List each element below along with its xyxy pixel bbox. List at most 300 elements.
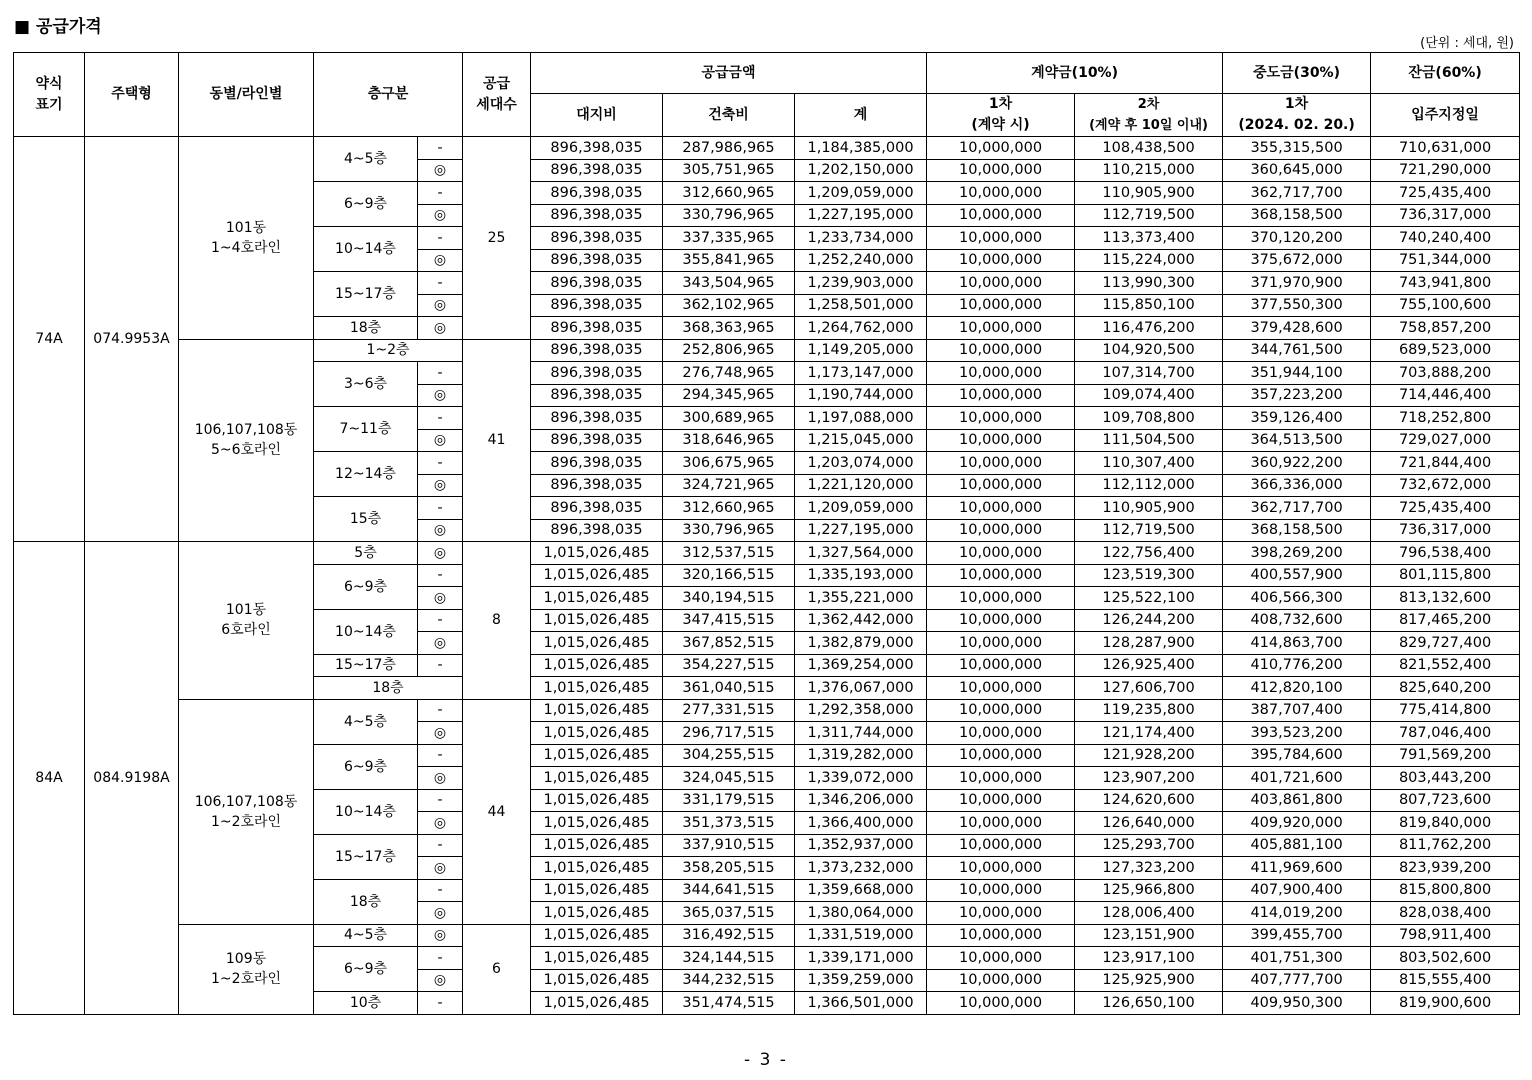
unit-mark-cell: - [418,947,463,970]
unit-mark-cell: ◎ [418,159,463,182]
floor-cell: 4~5층 [314,699,418,744]
building-cost-cell: 355,841,965 [663,249,795,272]
building-cost-cell: 312,660,965 [663,497,795,520]
floor-cell: 7~11층 [314,407,418,452]
total-cost-cell: 1,373,232,000 [795,857,927,880]
deposit-1-cell: 10,000,000 [927,204,1075,227]
building-cost-cell: 365,037,515 [663,902,795,925]
deposit-2-cell: 107,314,700 [1075,362,1223,385]
total-cost-cell: 1,311,744,000 [795,722,927,745]
interim-cell: 407,900,400 [1223,879,1371,902]
deposit-1-cell: 10,000,000 [927,452,1075,475]
interim-cell: 398,269,200 [1223,542,1371,565]
total-cost-cell: 1,327,564,000 [795,542,927,565]
deposit-2-cell: 123,907,200 [1075,767,1223,790]
land-cost-cell: 1,015,026,485 [531,564,663,587]
building-line-cell: 109동 1~2호라인 [179,924,314,1014]
table-body [14,137,1520,1015]
section-title: ■ 공급가격 [14,17,102,37]
header-building-line: 동별/라인별 [179,53,314,137]
interim-cell: 401,751,300 [1223,947,1371,970]
header-land: 대지비 [531,94,663,137]
header-deposit-2: 2차 (계약 후 10일 이내) [1075,94,1223,137]
total-cost-cell: 1,346,206,000 [795,789,927,812]
building-cost-cell: 331,179,515 [663,789,795,812]
land-cost-cell: 896,398,035 [531,407,663,430]
deposit-1-cell: 10,000,000 [927,159,1075,182]
deposit-2-cell: 126,244,200 [1075,609,1223,632]
total-cost-cell: 1,258,501,000 [795,294,927,317]
floor-cell: 10~14층 [314,789,418,834]
building-cost-cell: 316,492,515 [663,924,795,947]
land-cost-cell: 1,015,026,485 [531,542,663,565]
balance-cell: 775,414,800 [1371,699,1520,722]
building-cost-cell: 347,415,515 [663,609,795,632]
total-cost-cell: 1,366,400,000 [795,812,927,835]
deposit-2-cell: 113,373,400 [1075,227,1223,250]
land-cost-cell: 896,398,035 [531,294,663,317]
deposit-1-cell: 10,000,000 [927,879,1075,902]
interim-cell: 414,863,700 [1223,632,1371,655]
deposit-1-cell: 10,000,000 [927,632,1075,655]
unit-mark-cell: - [418,654,463,677]
deposit-1-cell: 10,000,000 [927,339,1075,362]
abbr-cell: 74A [14,137,85,542]
deposit-2-cell: 123,151,900 [1075,924,1223,947]
building-cost-cell: 277,331,515 [663,699,795,722]
balance-cell: 732,672,000 [1371,474,1520,497]
land-cost-cell: 1,015,026,485 [531,992,663,1015]
total-cost-cell: 1,202,150,000 [795,159,927,182]
interim-cell: 360,922,200 [1223,452,1371,475]
unit-mark-cell: - [418,992,463,1015]
deposit-1-cell: 10,000,000 [927,227,1075,250]
building-cost-cell: 296,717,515 [663,722,795,745]
deposit-1-cell: 10,000,000 [927,902,1075,925]
interim-cell: 408,732,600 [1223,609,1371,632]
floor-cell: 1~2층 [314,339,463,362]
supply-price-table [13,52,1520,1015]
total-cost-cell: 1,366,501,000 [795,992,927,1015]
interim-cell: 364,513,500 [1223,429,1371,452]
interim-cell: 344,761,500 [1223,339,1371,362]
housing-type-cell: 084.9198A [85,542,179,1015]
unit-mark-cell: ◎ [418,587,463,610]
building-line-cell: 101동 6호라인 [179,542,314,700]
deposit-2-cell: 127,323,200 [1075,857,1223,880]
unit-mark-cell: - [418,564,463,587]
balance-cell: 755,100,600 [1371,294,1520,317]
building-cost-cell: 305,751,965 [663,159,795,182]
deposit-2-cell: 121,928,200 [1075,744,1223,767]
balance-cell: 740,240,400 [1371,227,1520,250]
total-cost-cell: 1,355,221,000 [795,587,927,610]
land-cost-cell: 896,398,035 [531,137,663,160]
deposit-1-cell: 10,000,000 [927,722,1075,745]
table-row [14,699,1520,722]
interim-cell: 414,019,200 [1223,902,1371,925]
balance-cell: 736,317,000 [1371,204,1520,227]
header-interim: 중도금(30%) [1223,53,1371,94]
building-cost-cell: 330,796,965 [663,519,795,542]
deposit-2-cell: 121,174,400 [1075,722,1223,745]
deposit-2-cell: 126,640,000 [1075,812,1223,835]
deposit-1-cell: 10,000,000 [927,834,1075,857]
deposit-1-cell: 10,000,000 [927,992,1075,1015]
deposit-2-cell: 110,307,400 [1075,452,1223,475]
header-units: 공급 세대수 [463,53,531,137]
land-cost-cell: 896,398,035 [531,384,663,407]
balance-cell: 721,844,400 [1371,452,1520,475]
header-deposit-1: 1차 (계약 시) [927,94,1075,137]
deposit-1-cell: 10,000,000 [927,519,1075,542]
floor-cell: 6~9층 [314,947,418,992]
deposit-2-cell: 113,990,300 [1075,272,1223,295]
table-row [14,924,1520,947]
floor-cell: 10~14층 [314,227,418,272]
interim-cell: 368,158,500 [1223,519,1371,542]
land-cost-cell: 1,015,026,485 [531,902,663,925]
building-cost-cell: 362,102,965 [663,294,795,317]
unit-mark-cell: ◎ [418,632,463,655]
header-total: 계 [795,94,927,137]
balance-cell: 718,252,800 [1371,407,1520,430]
units-cell: 6 [463,924,531,1014]
land-cost-cell: 896,398,035 [531,317,663,340]
balance-cell: 811,762,200 [1371,834,1520,857]
total-cost-cell: 1,362,442,000 [795,609,927,632]
balance-cell: 710,631,000 [1371,137,1520,160]
deposit-2-cell: 115,850,100 [1075,294,1223,317]
total-cost-cell: 1,197,088,000 [795,407,927,430]
unit-mark-cell: - [418,182,463,205]
total-cost-cell: 1,209,059,000 [795,182,927,205]
building-cost-cell: 368,363,965 [663,317,795,340]
deposit-2-cell: 125,522,100 [1075,587,1223,610]
unit-mark-cell: ◎ [418,384,463,407]
land-cost-cell: 1,015,026,485 [531,744,663,767]
balance-cell: 821,552,400 [1371,654,1520,677]
building-cost-cell: 324,721,965 [663,474,795,497]
interim-cell: 410,776,200 [1223,654,1371,677]
total-cost-cell: 1,339,072,000 [795,767,927,790]
land-cost-cell: 896,398,035 [531,339,663,362]
total-cost-cell: 1,149,205,000 [795,339,927,362]
total-cost-cell: 1,339,171,000 [795,947,927,970]
land-cost-cell: 1,015,026,485 [531,857,663,880]
total-cost-cell: 1,264,762,000 [795,317,927,340]
deposit-2-cell: 122,756,400 [1075,542,1223,565]
units-cell: 44 [463,699,531,924]
building-cost-cell: 324,144,515 [663,947,795,970]
deposit-2-cell: 115,224,000 [1075,249,1223,272]
deposit-1-cell: 10,000,000 [927,699,1075,722]
balance-cell: 828,038,400 [1371,902,1520,925]
unit-mark-cell: ◎ [418,767,463,790]
land-cost-cell: 1,015,026,485 [531,632,663,655]
building-line-cell: 101동 1~4호라인 [179,137,314,340]
interim-cell: 409,920,000 [1223,812,1371,835]
total-cost-cell: 1,239,903,000 [795,272,927,295]
total-cost-cell: 1,227,195,000 [795,519,927,542]
unit-mark-cell: - [418,452,463,475]
balance-cell: 803,443,200 [1371,767,1520,790]
total-cost-cell: 1,184,385,000 [795,137,927,160]
total-cost-cell: 1,359,668,000 [795,879,927,902]
land-cost-cell: 1,015,026,485 [531,609,663,632]
land-cost-cell: 1,015,026,485 [531,654,663,677]
interim-cell: 355,315,500 [1223,137,1371,160]
deposit-2-cell: 126,650,100 [1075,992,1223,1015]
unit-mark-cell: ◎ [418,474,463,497]
balance-cell: 796,538,400 [1371,542,1520,565]
balance-cell: 736,317,000 [1371,519,1520,542]
total-cost-cell: 1,173,147,000 [795,362,927,385]
land-cost-cell: 1,015,026,485 [531,767,663,790]
abbr-cell: 84A [14,542,85,1015]
unit-mark-cell: ◎ [418,812,463,835]
header-floor: 층구분 [314,53,463,137]
table-row [14,542,1520,565]
deposit-2-cell: 112,719,500 [1075,204,1223,227]
deposit-2-cell: 128,006,400 [1075,902,1223,925]
interim-cell: 409,950,300 [1223,992,1371,1015]
deposit-1-cell: 10,000,000 [927,497,1075,520]
interim-cell: 387,707,400 [1223,699,1371,722]
unit-mark-cell: - [418,362,463,385]
interim-cell: 377,550,300 [1223,294,1371,317]
building-cost-cell: 320,166,515 [663,564,795,587]
units-cell: 8 [463,542,531,700]
floor-cell: 18층 [314,879,418,924]
balance-cell: 721,290,000 [1371,159,1520,182]
building-cost-cell: 287,986,965 [663,137,795,160]
total-cost-cell: 1,252,240,000 [795,249,927,272]
land-cost-cell: 1,015,026,485 [531,722,663,745]
interim-cell: 360,645,000 [1223,159,1371,182]
land-cost-cell: 896,398,035 [531,474,663,497]
building-cost-cell: 330,796,965 [663,204,795,227]
deposit-2-cell: 124,620,600 [1075,789,1223,812]
total-cost-cell: 1,335,193,000 [795,564,927,587]
deposit-1-cell: 10,000,000 [927,137,1075,160]
building-cost-cell: 351,373,515 [663,812,795,835]
balance-cell: 813,132,600 [1371,587,1520,610]
building-cost-cell: 312,537,515 [663,542,795,565]
total-cost-cell: 1,331,519,000 [795,924,927,947]
interim-cell: 362,717,700 [1223,182,1371,205]
total-cost-cell: 1,209,059,000 [795,497,927,520]
floor-cell: 6~9층 [314,182,418,227]
deposit-2-cell: 127,606,700 [1075,677,1223,700]
balance-cell: 787,046,400 [1371,722,1520,745]
interim-cell: 406,566,300 [1223,587,1371,610]
land-cost-cell: 896,398,035 [531,519,663,542]
units-cell: 25 [463,137,531,340]
header-interim-1: 1차 (2024. 02. 20.) [1223,94,1371,137]
floor-cell: 18층 [314,317,418,340]
balance-cell: 801,115,800 [1371,564,1520,587]
unit-mark-cell: - [418,497,463,520]
balance-cell: 689,523,000 [1371,339,1520,362]
deposit-2-cell: 109,708,800 [1075,407,1223,430]
land-cost-cell: 896,398,035 [531,362,663,385]
land-cost-cell: 1,015,026,485 [531,789,663,812]
deposit-1-cell: 10,000,000 [927,789,1075,812]
deposit-1-cell: 10,000,000 [927,924,1075,947]
total-cost-cell: 1,359,259,000 [795,969,927,992]
balance-cell: 803,502,600 [1371,947,1520,970]
land-cost-cell: 896,398,035 [531,159,663,182]
deposit-1-cell: 10,000,000 [927,429,1075,452]
table-row [14,339,1520,362]
deposit-1-cell: 10,000,000 [927,767,1075,790]
floor-cell: 15~17층 [314,654,418,677]
total-cost-cell: 1,190,744,000 [795,384,927,407]
deposit-1-cell: 10,000,000 [927,384,1075,407]
land-cost-cell: 896,398,035 [531,182,663,205]
total-cost-cell: 1,369,254,000 [795,654,927,677]
building-cost-cell: 361,040,515 [663,677,795,700]
floor-cell: 6~9층 [314,744,418,789]
building-cost-cell: 318,646,965 [663,429,795,452]
building-line-cell: 106,107,108동 1~2호라인 [179,699,314,924]
building-cost-cell: 252,806,965 [663,339,795,362]
unit-mark-cell: - [418,744,463,767]
balance-cell: 825,640,200 [1371,677,1520,700]
header-abbr: 약식 표기 [14,53,85,137]
housing-type-cell: 074.9953A [85,137,179,542]
floor-cell: 15~17층 [314,834,418,879]
deposit-1-cell: 10,000,000 [927,294,1075,317]
building-cost-cell: 358,205,515 [663,857,795,880]
deposit-2-cell: 110,905,900 [1075,497,1223,520]
deposit-1-cell: 10,000,000 [927,407,1075,430]
interim-cell: 400,557,900 [1223,564,1371,587]
floor-cell: 4~5층 [314,137,418,182]
floor-cell: 6~9층 [314,564,418,609]
deposit-2-cell: 110,905,900 [1075,182,1223,205]
deposit-1-cell: 10,000,000 [927,474,1075,497]
deposit-2-cell: 125,966,800 [1075,879,1223,902]
unit-mark-cell: - [418,227,463,250]
floor-cell: 10~14층 [314,609,418,654]
interim-cell: 412,820,100 [1223,677,1371,700]
unit-mark-cell: - [418,609,463,632]
interim-cell: 362,717,700 [1223,497,1371,520]
balance-cell: 791,569,200 [1371,744,1520,767]
building-cost-cell: 344,232,515 [663,969,795,992]
interim-cell: 375,672,000 [1223,249,1371,272]
deposit-1-cell: 10,000,000 [927,249,1075,272]
floor-cell: 12~14층 [314,452,418,497]
unit-mark-cell: ◎ [418,294,463,317]
interim-cell: 371,970,900 [1223,272,1371,295]
balance-cell: 815,800,800 [1371,879,1520,902]
land-cost-cell: 1,015,026,485 [531,677,663,700]
deposit-1-cell: 10,000,000 [927,947,1075,970]
unit-mark-cell: - [418,879,463,902]
unit-mark-cell: ◎ [418,902,463,925]
building-cost-cell: 337,910,515 [663,834,795,857]
unit-mark-cell: ◎ [418,857,463,880]
unit-mark-cell: - [418,834,463,857]
interim-cell: 351,944,100 [1223,362,1371,385]
deposit-1-cell: 10,000,000 [927,969,1075,992]
deposit-1-cell: 10,000,000 [927,587,1075,610]
balance-cell: 751,344,000 [1371,249,1520,272]
deposit-2-cell: 125,925,900 [1075,969,1223,992]
interim-cell: 379,428,600 [1223,317,1371,340]
unit-mark-cell: ◎ [418,969,463,992]
balance-cell: 823,939,200 [1371,857,1520,880]
interim-cell: 359,126,400 [1223,407,1371,430]
deposit-1-cell: 10,000,000 [927,744,1075,767]
interim-cell: 370,120,200 [1223,227,1371,250]
balance-cell: 729,027,000 [1371,429,1520,452]
deposit-2-cell: 119,235,800 [1075,699,1223,722]
interim-cell: 405,881,100 [1223,834,1371,857]
building-cost-cell: 351,474,515 [663,992,795,1015]
deposit-1-cell: 10,000,000 [927,609,1075,632]
header-deposit: 계약금(10%) [927,53,1223,94]
land-cost-cell: 1,015,026,485 [531,924,663,947]
land-cost-cell: 896,398,035 [531,497,663,520]
land-cost-cell: 896,398,035 [531,429,663,452]
unit-mark-cell: ◎ [418,519,463,542]
deposit-2-cell: 126,925,400 [1075,654,1223,677]
land-cost-cell: 1,015,026,485 [531,587,663,610]
total-cost-cell: 1,352,937,000 [795,834,927,857]
building-cost-cell: 312,660,965 [663,182,795,205]
interim-cell: 407,777,700 [1223,969,1371,992]
deposit-1-cell: 10,000,000 [927,182,1075,205]
land-cost-cell: 1,015,026,485 [531,699,663,722]
deposit-2-cell: 104,920,500 [1075,339,1223,362]
total-cost-cell: 1,319,282,000 [795,744,927,767]
interim-cell: 411,969,600 [1223,857,1371,880]
deposit-1-cell: 10,000,000 [927,812,1075,835]
deposit-2-cell: 125,293,700 [1075,834,1223,857]
building-cost-cell: 304,255,515 [663,744,795,767]
interim-cell: 395,784,600 [1223,744,1371,767]
interim-cell: 357,223,200 [1223,384,1371,407]
deposit-1-cell: 10,000,000 [927,857,1075,880]
land-cost-cell: 896,398,035 [531,227,663,250]
balance-cell: 819,840,000 [1371,812,1520,835]
land-cost-cell: 1,015,026,485 [531,879,663,902]
total-cost-cell: 1,380,064,000 [795,902,927,925]
table-row [14,137,1520,160]
total-cost-cell: 1,215,045,000 [795,429,927,452]
balance-cell: 815,555,400 [1371,969,1520,992]
land-cost-cell: 896,398,035 [531,272,663,295]
interim-cell: 368,158,500 [1223,204,1371,227]
deposit-1-cell: 10,000,000 [927,677,1075,700]
header-balance-1: 입주지정일 [1371,94,1520,137]
balance-cell: 807,723,600 [1371,789,1520,812]
balance-cell: 819,900,600 [1371,992,1520,1015]
balance-cell: 817,465,200 [1371,609,1520,632]
interim-cell: 403,861,800 [1223,789,1371,812]
deposit-2-cell: 111,504,500 [1075,429,1223,452]
building-cost-cell: 340,194,515 [663,587,795,610]
balance-cell: 714,446,400 [1371,384,1520,407]
balance-cell: 703,888,200 [1371,362,1520,385]
unit-mark-cell: ◎ [418,249,463,272]
floor-cell: 4~5층 [314,924,418,947]
land-cost-cell: 896,398,035 [531,249,663,272]
